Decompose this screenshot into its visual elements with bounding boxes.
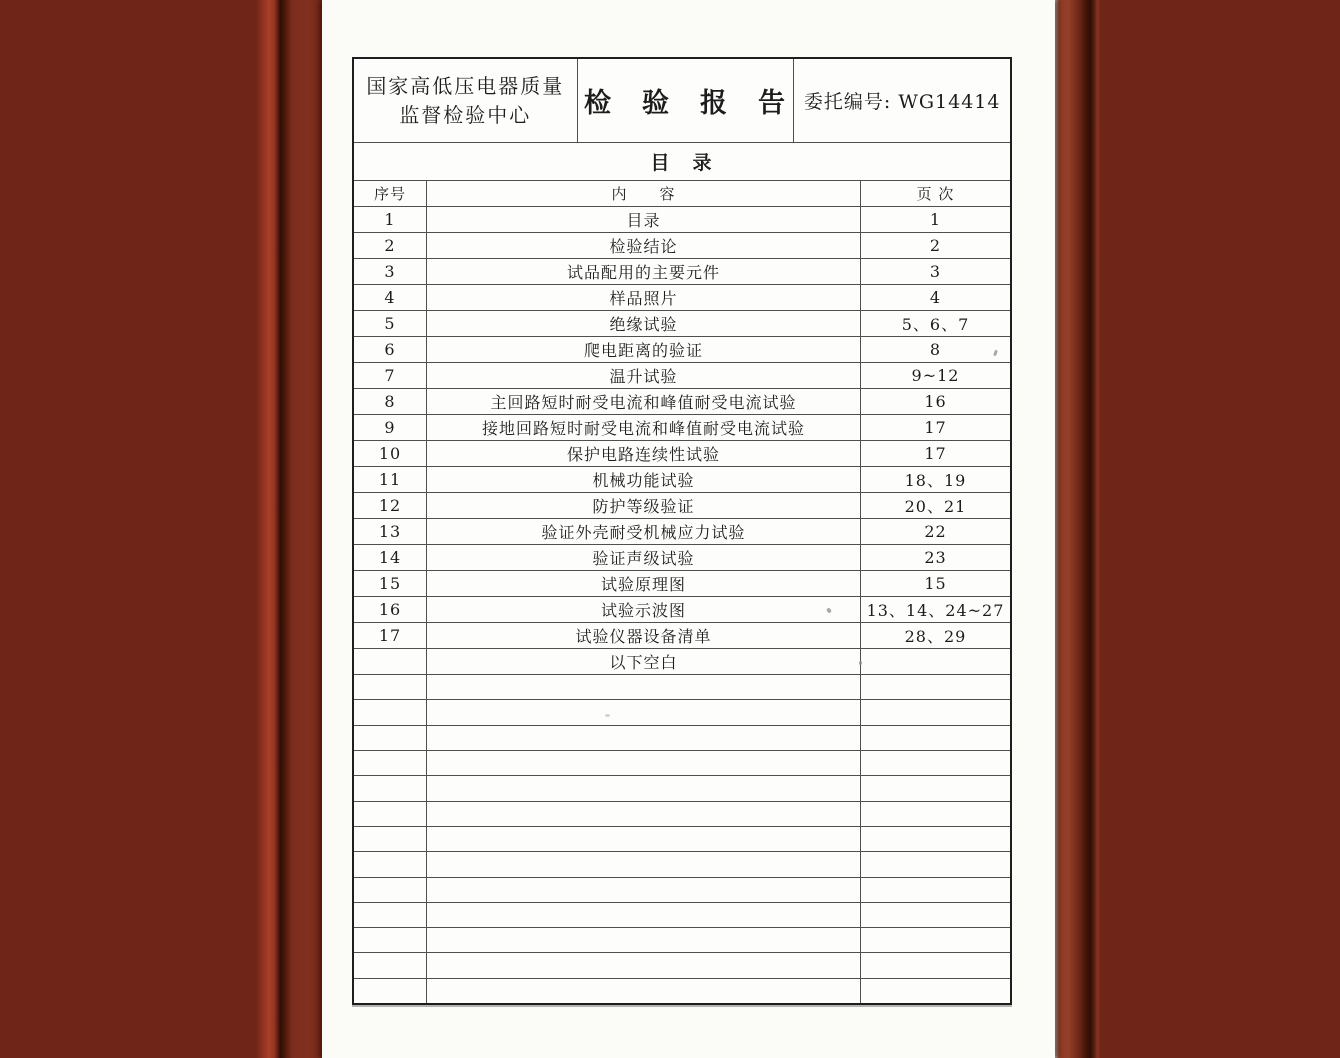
empty-cell [861, 751, 1010, 775]
report-title: 检 验 报 告 [578, 59, 795, 142]
empty-table-row [354, 852, 1010, 877]
empty-cell [354, 675, 427, 699]
empty-cell [427, 928, 861, 952]
empty-cell [861, 979, 1010, 1003]
empty-cell [354, 802, 427, 826]
toc-table [352, 57, 1012, 1005]
row-content-cell: 样品照片 [427, 285, 861, 310]
row-page-cell: 16 [924, 392, 947, 411]
row-content-cell: 防护等级验证 [427, 493, 861, 518]
row-page-cell: 1 [929, 210, 942, 229]
scan-speck [605, 714, 610, 717]
row-page-cell: 2 [929, 236, 942, 255]
row-number-cell: 11 [354, 467, 427, 492]
empty-cell [427, 751, 861, 775]
row-number-cell: 12 [354, 493, 427, 518]
toc-section-title-row [354, 143, 1010, 181]
empty-cell [427, 878, 861, 902]
empty-cell [861, 726, 1010, 750]
empty-table-row [354, 953, 1010, 978]
empty-cell [354, 852, 427, 876]
table-row [354, 441, 1010, 467]
row-page-cell: 17 [924, 444, 947, 463]
empty-cell [861, 852, 1010, 876]
table-row [354, 337, 1010, 363]
table-row [354, 415, 1010, 441]
toc-body [354, 207, 1010, 1003]
empty-table-row [354, 776, 1010, 801]
row-content-cell: 主回路短时耐受电流和峰值耐受电流试验 [427, 389, 861, 414]
row-page-cell: 4 [929, 288, 942, 307]
row-content-cell: 保护电路连续性试验 [427, 441, 861, 466]
row-number-cell: 6 [354, 337, 427, 362]
empty-cell [427, 726, 861, 750]
row-number-cell: 8 [354, 389, 427, 414]
row-number-cell: 16 [354, 597, 427, 622]
empty-table-row [354, 726, 1010, 751]
empty-table-row [354, 903, 1010, 928]
row-content-cell: 试验仪器设备清单 [427, 623, 861, 648]
table-row [354, 597, 1010, 623]
table-row [354, 259, 1010, 285]
table-row [354, 493, 1010, 519]
org-name-line1: 国家高低压电器质量 [366, 73, 565, 98]
empty-cell [354, 979, 427, 1003]
empty-cell [354, 827, 427, 851]
row-number-cell: 4 [354, 285, 427, 310]
commission-number: 委托编号: WG14414 [803, 91, 1001, 113]
row-number-cell: 7 [354, 363, 427, 388]
empty-cell [354, 726, 427, 750]
row-content-cell: 绝缘试验 [427, 311, 861, 336]
row-content-cell: 验证外壳耐受机械应力试验 [427, 519, 861, 544]
row-number-cell: 13 [354, 519, 427, 544]
row-page-cell: 9~12 [911, 366, 960, 385]
row-page-cell: 5、6、7 [901, 315, 970, 334]
empty-cell [861, 675, 1010, 699]
row-content-cell: 试验原理图 [427, 571, 861, 596]
row-page-cell: 17 [924, 418, 947, 437]
table-row [354, 285, 1010, 311]
empty-cell [354, 903, 427, 927]
row-number-cell: 5 [354, 311, 427, 336]
empty-cell [427, 903, 861, 927]
empty-cell [861, 776, 1010, 800]
frame-left-edge [256, 0, 322, 1058]
row-number-cell: 1 [354, 207, 427, 232]
row-page-cell: 20、21 [904, 497, 967, 516]
empty-cell [861, 827, 1010, 851]
empty-cell [427, 852, 861, 876]
row-content-cell: 爬电距离的验证 [427, 337, 861, 362]
org-name-cell [354, 59, 578, 142]
empty-table-row [354, 979, 1010, 1003]
table-row [354, 311, 1010, 337]
toc-section-title: 目 录 [650, 152, 714, 174]
empty-cell [861, 903, 1010, 927]
table-row [354, 545, 1010, 571]
table-row [354, 623, 1010, 649]
row-page-cell: 22 [924, 522, 947, 541]
empty-cell [354, 776, 427, 800]
row-page-cell: 3 [929, 262, 942, 281]
row-content-cell: 目录 [427, 207, 861, 232]
table-row [354, 207, 1010, 233]
empty-cell [861, 928, 1010, 952]
empty-table-row [354, 675, 1010, 700]
report-header-row [354, 59, 1010, 143]
column-header-page: 页 次 [916, 185, 955, 203]
empty-cell [427, 953, 861, 977]
row-number-cell: 2 [354, 233, 427, 258]
scan-speck [859, 661, 862, 665]
table-row [354, 389, 1010, 415]
empty-cell [354, 878, 427, 902]
empty-cell [354, 953, 427, 977]
empty-cell [427, 802, 861, 826]
frame-right-edge [1055, 0, 1100, 1058]
empty-cell [354, 751, 427, 775]
row-number-cell: 17 [354, 623, 427, 648]
row-page-cell: 23 [924, 548, 947, 567]
row-page-cell: 8 [929, 340, 942, 359]
row-number-cell: 10 [354, 441, 427, 466]
row-number-cell: 14 [354, 545, 427, 570]
empty-cell [861, 700, 1010, 724]
row-page-cell [861, 649, 1010, 674]
table-row [354, 571, 1010, 597]
row-content-cell: 试验示波图 [427, 597, 861, 622]
empty-cell [861, 878, 1010, 902]
empty-cell [354, 700, 427, 724]
row-content-cell: 接地回路短时耐受电流和峰值耐受电流试验 [427, 415, 861, 440]
table-row [354, 519, 1010, 545]
row-content-cell: 机械功能试验 [427, 467, 861, 492]
table-row [354, 649, 1010, 675]
empty-table-row [354, 928, 1010, 953]
empty-cell [427, 700, 861, 724]
empty-cell [427, 979, 861, 1003]
org-name-line2: 监督检验中心 [399, 102, 532, 127]
row-page-cell: 18、19 [904, 471, 967, 490]
row-content-cell: 温升试验 [427, 363, 861, 388]
empty-table-row [354, 878, 1010, 903]
empty-cell [861, 953, 1010, 977]
column-header-content: 内 容 [427, 181, 861, 206]
empty-table-row [354, 700, 1010, 725]
table-row [354, 233, 1010, 259]
empty-cell [427, 675, 861, 699]
table-row [354, 363, 1010, 389]
toc-column-header-row [354, 181, 1010, 207]
empty-cell [427, 776, 861, 800]
document-page [322, 0, 1055, 1058]
row-page-cell: 13、14、24~27 [866, 601, 1005, 620]
empty-table-row [354, 751, 1010, 776]
row-content-cell: 试品配用的主要元件 [427, 259, 861, 284]
row-page-cell: 28、29 [904, 627, 967, 646]
empty-cell [861, 802, 1010, 826]
empty-table-row [354, 802, 1010, 827]
row-number-cell: 15 [354, 571, 427, 596]
column-header-no: 序号 [354, 181, 427, 206]
table-row [354, 467, 1010, 493]
row-page-cell: 15 [924, 574, 947, 593]
row-number-cell [354, 649, 427, 674]
row-content-cell: 以下空白 [427, 649, 861, 674]
empty-table-row [354, 827, 1010, 852]
row-content-cell: 检验结论 [427, 233, 861, 258]
empty-cell [427, 827, 861, 851]
empty-cell [354, 928, 427, 952]
row-content-cell: 验证声级试验 [427, 545, 861, 570]
row-number-cell: 3 [354, 259, 427, 284]
row-number-cell: 9 [354, 415, 427, 440]
